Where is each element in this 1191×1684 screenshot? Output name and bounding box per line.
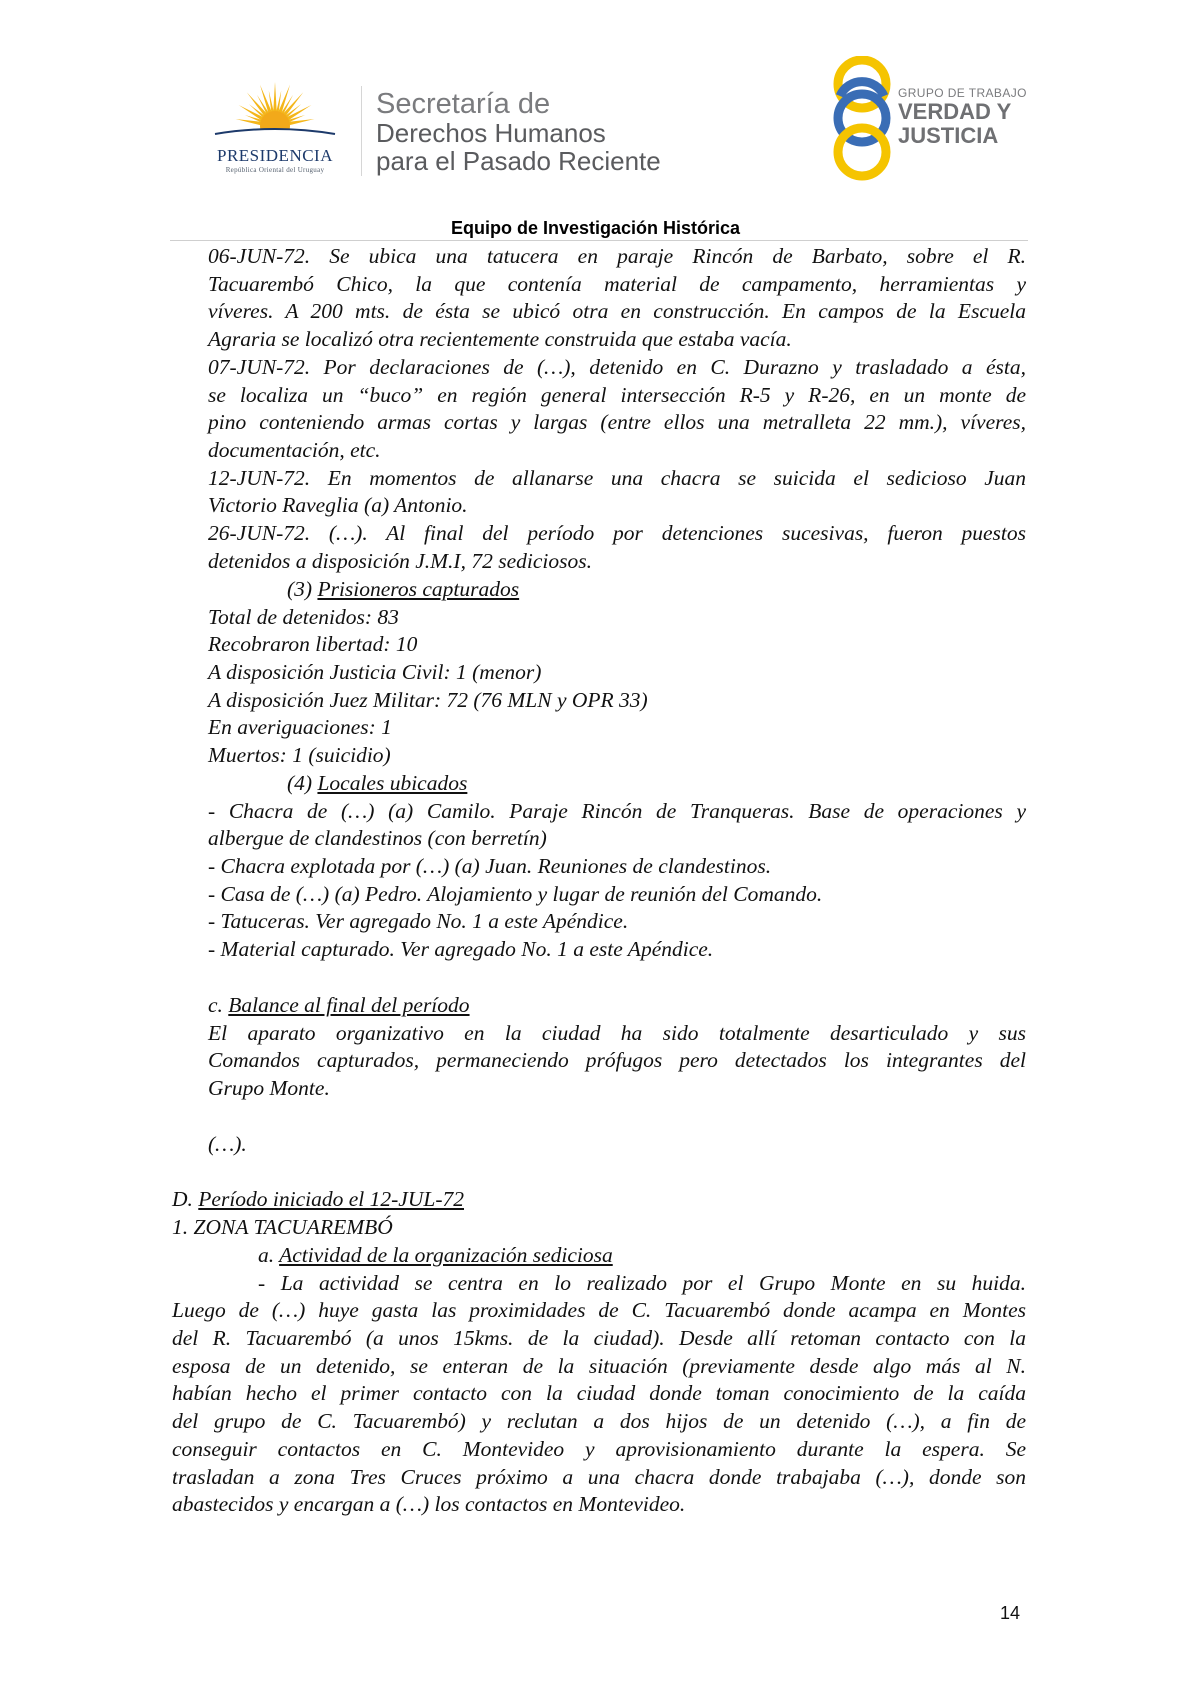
p1-line: víveres. A 200 mts. de ésta se ubicó otra en construcción. En campos de la Escuela [208,299,1026,323]
section-a-title: Actividad de la organización sediciosa [279,1243,613,1267]
prisoners-line: Muertos: 1 (suicidio) [208,743,391,767]
sun-emblem-icon [196,80,354,146]
prisoners-line: A disposición Juez Militar: 72 (76 MLN y OPR 33) [208,688,648,712]
p1-line: Agraria se localizó otra recientemente construida que estaba vacía. [208,327,792,351]
section-4-heading [287,769,467,797]
verdad-justicia-text [898,86,1027,148]
page-number: 14 [1000,1603,1021,1623]
ellipsis-line: (…). [208,1132,247,1156]
p2-line: 07-JUN-72. Por declaraciones de (…), detenido en C. Durazno y trasladado a ésta, [208,355,1026,379]
prisoners-line: En averiguaciones: 1 [208,715,392,739]
locales-line: - Tatuceras. Ver agregado No. 1 a este Apéndice. [208,909,629,933]
locales-line: - Material capturado. Ver agregado No. 1 a este Apéndice. [208,937,714,961]
section-4-title: Locales ubicados [317,771,468,795]
p2-line: documentación, etc. [208,438,381,462]
section-c-title: Balance al final del período [228,993,470,1017]
section-c-number: c. [208,993,229,1017]
header-rule [170,240,1028,241]
secretaria-line-3: para el Pasado Reciente [376,146,661,176]
section-d-number: D. [172,1187,199,1211]
balance-line: El aparato organizativo en la ciudad ha sido totalmente desarticulado y sus [208,1021,1026,1045]
locales-line: - Chacra de (…) (a) Camilo. Paraje Rincón de Tranqueras. Base de operaciones y [208,799,1026,823]
p4-line: detenidos a disposición J.M.I, 72 sediciosos. [208,549,592,573]
section-d-heading [172,1185,464,1213]
section-c-heading [208,991,470,1019]
secretaria-line-2: Derechos Humanos [376,118,606,148]
secretaria-logo-text [376,90,661,175]
team-title: Equipo de Investigación Histórica [450,218,741,238]
activity-line: abastecidos y encargan a (…) los contactos en Montevideo. [172,1492,686,1516]
presidencia-logo [196,80,356,175]
section-3-heading [287,575,519,603]
activity-line: del R. Tacuarembó (a unos 15kms. de la ciudad). Desde allí retoman contacto con la [172,1326,1026,1350]
rings-emblem-icon [822,56,902,181]
balance-line: Comandos capturados, permaneciendo prófugos pero detectados los integrantes del [208,1048,1026,1072]
gvj-line-1: GRUPO DE TRABAJO [898,86,1027,100]
p4-line: 26-JUN-72. (…). Al final del período por detenciones sucesivas, fueron puestos [208,521,1026,545]
activity-line: conseguir contactos en C. Montevideo y aprovisionamiento durante la espera. Se [172,1437,1026,1461]
activity-line: habían hecho el primer contacto con la ciudad donde toman conocimiento de la caída [172,1381,1026,1405]
section-d-title: Período iniciado el 12-JUL-72 [198,1187,464,1211]
section-3-number: (3) [287,577,318,601]
activity-line: trasladan a zona Tres Cruces próximo a una chacra donde trabajaba (…), donde son [172,1465,1026,1489]
p2-line: se localiza un “buco” en región general intersección R-5 y R-26, en un monte de [208,383,1026,407]
balance-line: Grupo Monte. [208,1076,330,1100]
presidencia-subtitle: República Oriental del Uruguay [225,166,325,174]
prisoners-line: A disposición Justicia Civil: 1 (menor) [208,660,542,684]
p1-line: Tacuarembó Chico, la que contenía material de campamento, herramientas y [208,272,1026,296]
section-a-heading [258,1241,613,1269]
verdad-justicia-logo [822,56,902,181]
p2-line: pino conteniendo armas cortas y largas (entre ellos una metralleta 22 mm.), víveres, [208,410,1026,434]
secretaria-line-1: Secretaría de [376,88,551,120]
activity-line: - La actividad se centra en lo realizado por el Grupo Monte en su huida. [258,1271,1026,1295]
activity-line: Luego de (…) huye gasta las proximidades de C. Tacuarembó donde acampa en Montes [172,1298,1026,1322]
locales-line: - Casa de (…) (a) Pedro. Alojamiento y lugar de reunión del Comando. [208,882,823,906]
zona-heading: 1. ZONA TACUAREMBÓ [172,1215,393,1239]
section-4-number: (4) [287,771,318,795]
gvj-line-3: JUSTICIA [898,123,999,148]
prisoners-line: Total de detenidos: 83 [208,605,399,629]
presidencia-label: PRESIDENCIA [216,146,333,165]
prisoners-line: Recobraron libertad: 10 [208,632,418,656]
activity-line: esposa de un detenido, se enteran de la situación (previamente desde algo más al N. [172,1354,1026,1378]
locales-line: - Chacra explotada por (…) (a) Juan. Reuniones de clandestinos. [208,854,772,878]
p1-line: 06-JUN-72. Se ubica una tatucera en paraje Rincón de Barbato, sobre el R. [208,244,1026,268]
section-3-title: Prisioneros capturados [317,577,520,601]
p3-line: Victorio Raveglia (a) Antonio. [208,493,468,517]
activity-line: del grupo de C. Tacuarembó) y reclutan a dos hijos de un detenido (…), a fin de [172,1409,1026,1433]
p3-line: 12-JUN-72. En momentos de allanarse una chacra se suicida el sedicioso Juan [208,466,1026,490]
locales-line: albergue de clandestinos (con berretín) [208,826,547,850]
gvj-line-2: VERDAD Y [898,99,1012,124]
header-divider [361,86,362,176]
section-a-number: a. [258,1243,280,1267]
